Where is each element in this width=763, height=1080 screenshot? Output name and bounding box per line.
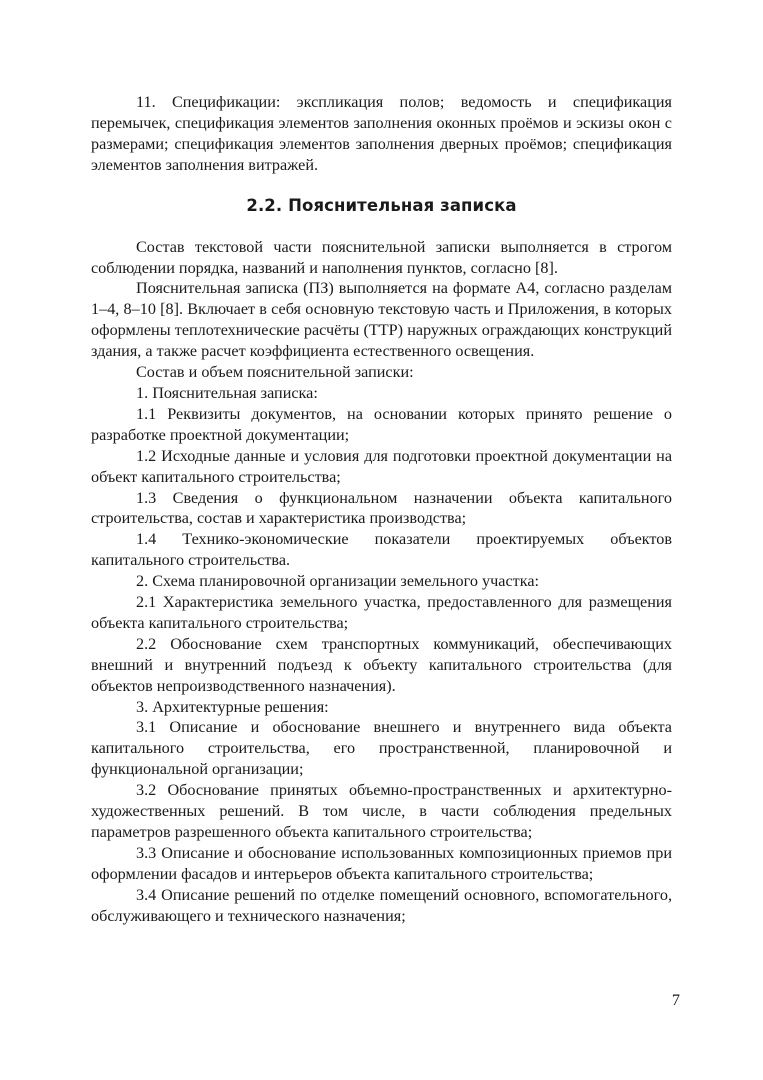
- list-item: 1.1 Реквизиты документов, на основании которых принято решение о разработке проектной документации;: [91, 404, 672, 444]
- list-item: 1.3 Сведения о функциональном назначении объекта капитального строительства, состав и характеристика производства;: [91, 488, 672, 528]
- list-item: 3.3 Описание и обоснование использованных композиционных приемов при оформлении фасадов и интерьеров объекта капитального строительства;: [91, 843, 672, 883]
- list-item: 1.2 Исходные данные и условия для подготовки проектной документации на объект капитального строительства;: [91, 446, 672, 486]
- list-item: 3.2 Обоснование принятых объемно-пространственных и архитектурно-художественных решений. В том числе, в части соблюдения предельных параметров разрешенного объекта капитального строительства;: [91, 781, 672, 841]
- list-item: 2.1 Характеристика земельного участка, предоставленного для размещения объекта капитального строительства;: [91, 593, 672, 632]
- paragraph-specifications: 11. Спецификации: экспликация полов; ведомость и спецификация перемычек, спецификация элементов заполнения оконных проёмов и эскизы окон с размерами; спецификация элементов заполнения дверных проёмов; спецификация элементов заполнения витражей.: [91, 93, 672, 174]
- section-heading: 2.2. Пояснительная записка: [246, 195, 517, 215]
- list-item: 1.4 Технико-экономические показатели проектируемых объектов капитального строительства.: [91, 530, 672, 570]
- list-item: 1. Пояснительная записка:: [136, 383, 318, 402]
- page-body: [91, 92, 672, 927]
- paragraph: Состав текстовой части пояснительной записки выполняется в строгом соблюдении порядка, названий и наполнения пунктов, согласно [8].: [91, 237, 672, 277]
- list-item: 3.4 Описание решений по отделке помещений основного, вспомогательного, обслуживающего и технического назначения;: [91, 885, 672, 925]
- list-item: 3.1 Описание и обоснование внешнего и внутреннего вида объекта капитального строительства, его пространственной, планировочной и функциональной организации;: [91, 718, 672, 779]
- paragraph: Состав и объем пояснительной записки:: [136, 363, 414, 382]
- list-item: 2.2 Обоснование схем транспортных коммуникаций, обеспечивающих внешний и внутренний подъезд к объекту капитального строительства (для объектов непроизводственного назначения).: [91, 634, 672, 695]
- list-item: 2. Схема планировочной организации земельного участка:: [136, 572, 540, 591]
- paragraph: Пояснительная записка (ПЗ) выполняется на формате А4, согласно разделам 1–4, 8–10 [8]. Включает в себя основную текстовую часть и Приложения, в которых оформлены теплотехнические расчёты (ТТР) наружных ограждающих конструкций здания, а также расчет коэффициента естественного освещения.: [91, 279, 672, 361]
- list-item: 3. Архитектурные решения:: [136, 697, 329, 716]
- page-number: 7: [671, 991, 680, 1009]
